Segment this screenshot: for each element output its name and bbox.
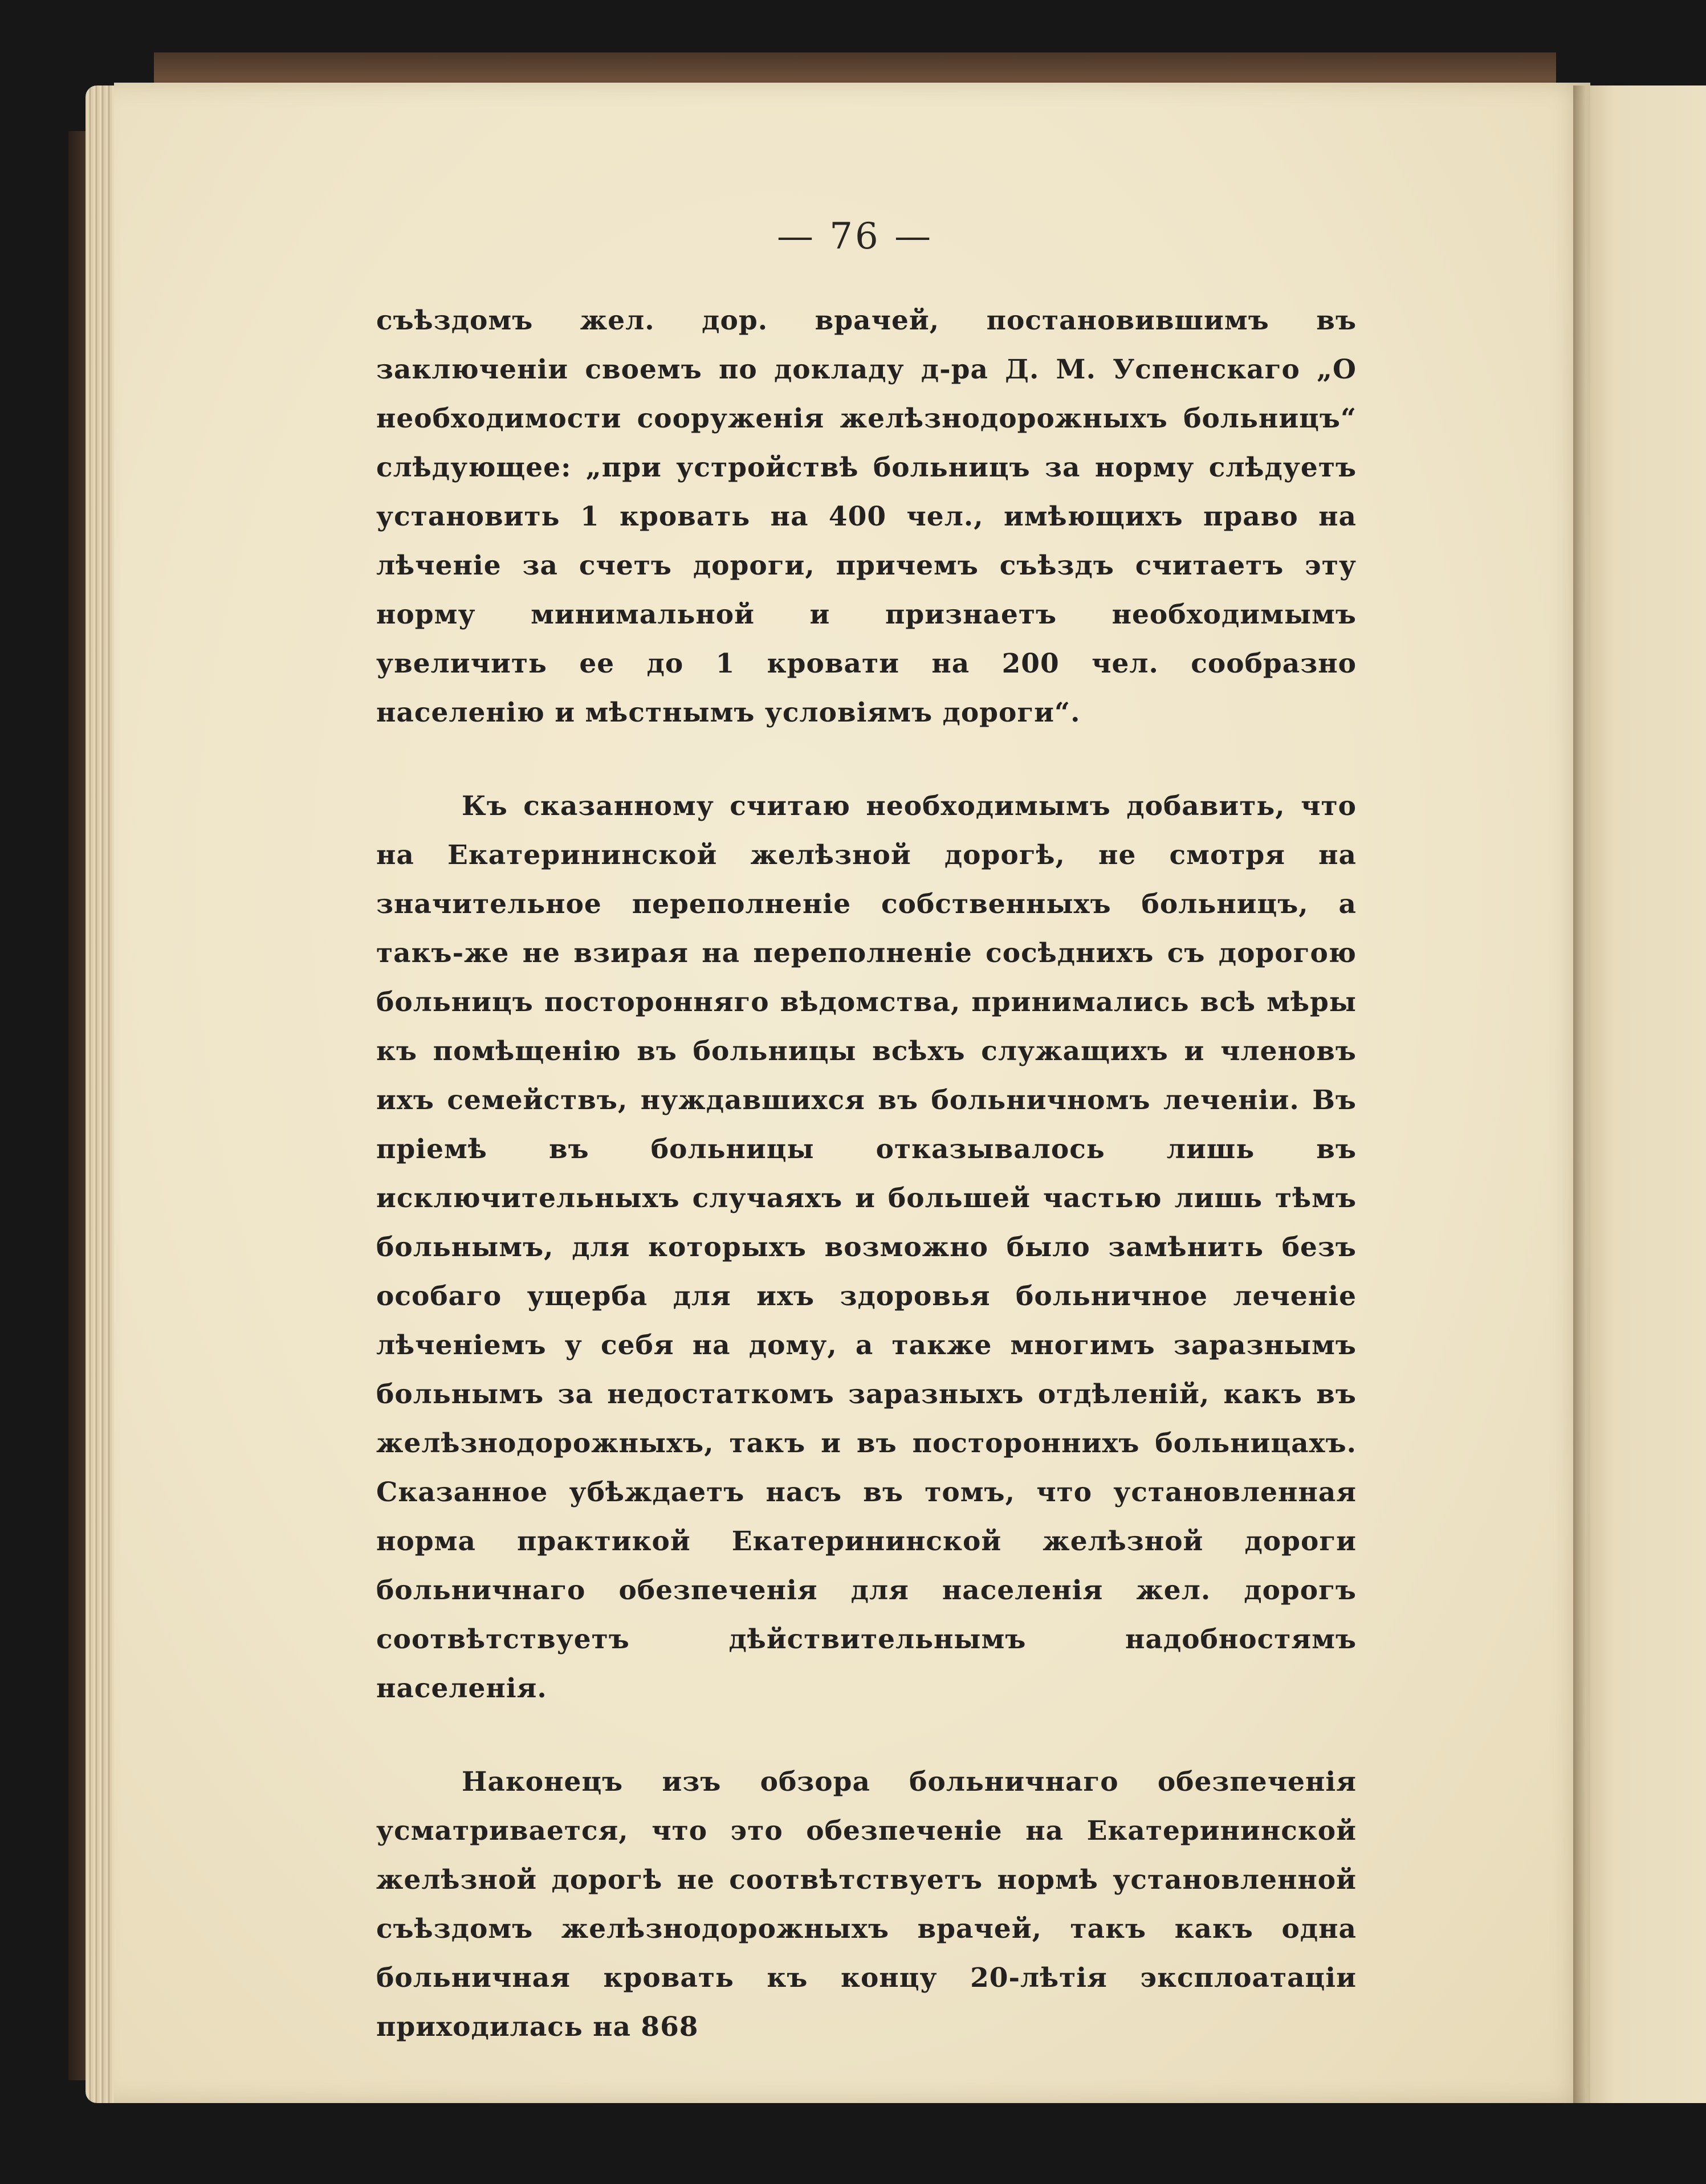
page-gutter	[1573, 85, 1586, 2103]
body-text	[376, 296, 1357, 2052]
paragraph-3: Наконецъ изъ обзора больничнаго обезпеченія усматривается, что это обезпеченіе на Екатерининской желѣзной дорогѣ не соотвѣтствуетъ нормѣ установленной съѣздомъ желѣзнодорожныхъ врачей, такъ какъ одна больничная кровать къ концу 20-лѣтія эксплоатаціи приходилась на 868	[376, 1766, 1357, 2043]
paragraph-2: Къ сказанному считаю необходимымъ добавить, что на Екатерининской желѣзной дорогѣ, не смотря на значительное переполненіе собственныхъ больницъ, а такъ-же не взирая на переполненіе сосѣднихъ съ дорогою больницъ посторонняго вѣдомства, принимались всѣ мѣры къ помѣщенію въ больницы всѣхъ служащихъ и членовъ ихъ семействъ, нуждавшихся въ больничномъ леченіи. Въ пріемѣ въ больницы отказывалось лишь въ исключительныхъ случаяхъ и большей частью лишь тѣмъ больнымъ, для которыхъ возможно было замѣнить безъ особаго ущерба для ихъ здоровья больничное леченіе лѣченіемъ у себя на дому, а также многимъ заразнымъ больнымъ за недостаткомъ заразныхъ отдѣленій, какъ въ желѣзнодорожныхъ, такъ и въ постороннихъ больницахъ. Сказанное убѣждаетъ насъ въ томъ, что установленная норма практикой Екатерининской желѣзной дороги больничнаго обезпеченія для населенія жел. дорогъ соотвѣтствуетъ дѣйствительнымъ надобностямъ населенія.	[376, 791, 1357, 1704]
facing-page	[1576, 85, 1706, 2103]
page-number: — 76 —	[776, 215, 934, 258]
paragraph-1: съѣздомъ жел. дор. врачей, постановившимъ въ заключеніи своемъ по докладу д-ра Д. М. Успенскаго „О необходимости сооруженія желѣзнодорожныхъ больницъ“ слѣдующее: „при устройствѣ больницъ за норму слѣдуетъ установить 1 кровать на 400 чел., имѣющихъ право на лѣченіе за счетъ дороги, причемъ съѣздъ считаетъ эту норму минимальной и признаетъ необходимымъ увеличить ее до 1 кровати на 200 чел. сообразно населенію и мѣстнымъ условіямъ дороги“.	[376, 305, 1357, 728]
